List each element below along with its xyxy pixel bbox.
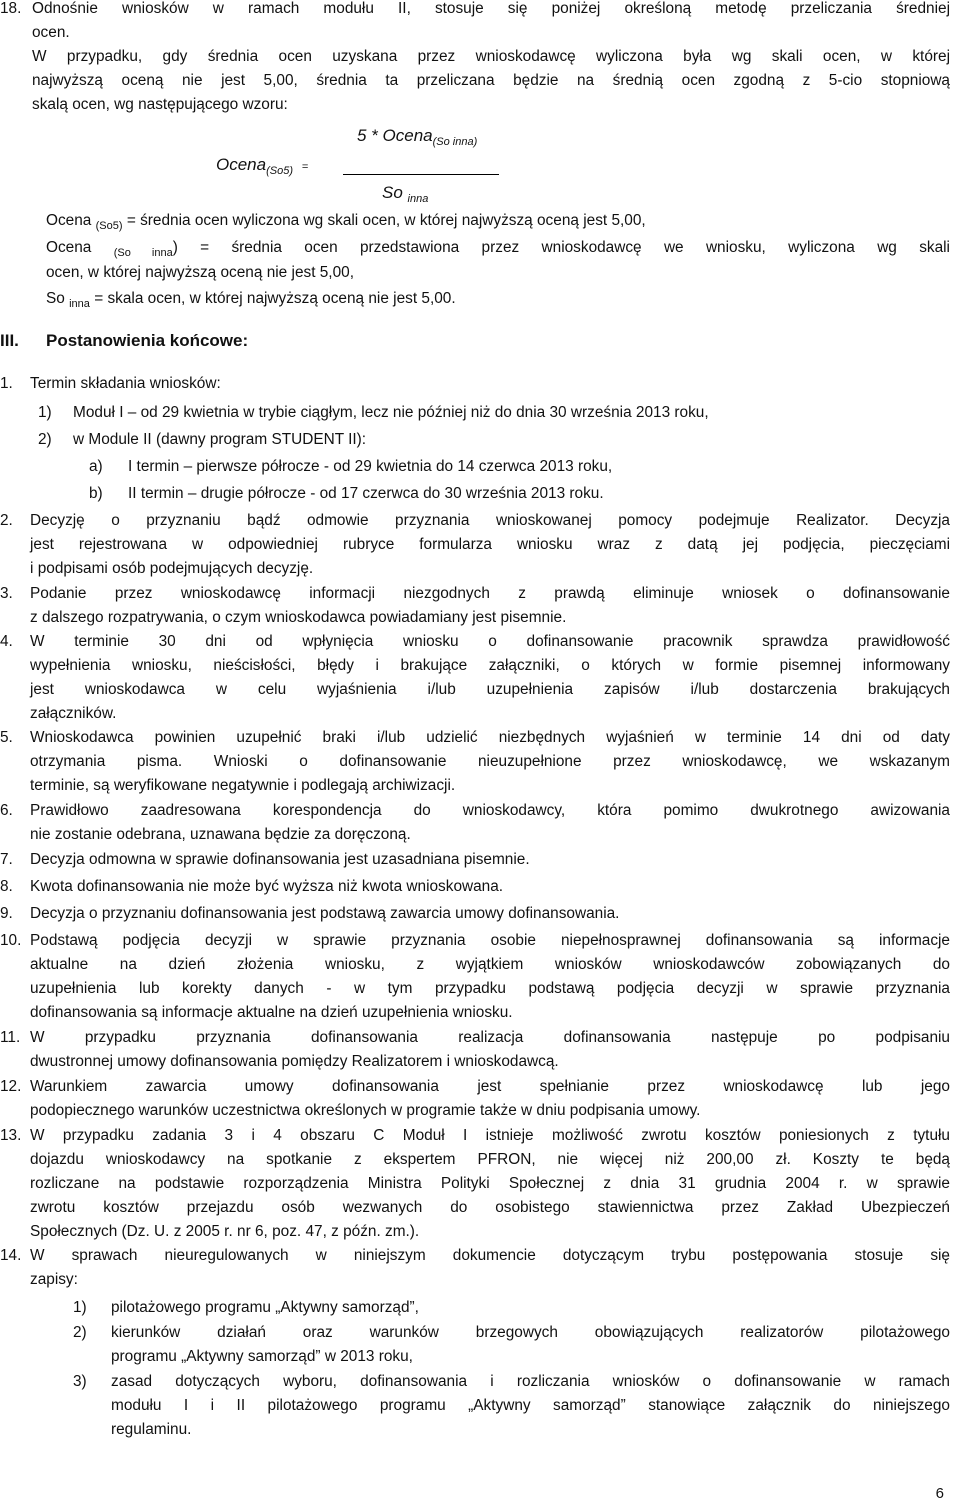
section-heading-title: Postanowienia końcowe: (46, 331, 249, 350)
formula-lhs-sub: (So5) (266, 165, 293, 177)
formula-denominator-sub: inna (407, 193, 429, 205)
section-heading-number: III. (0, 331, 19, 350)
paragraph-intro: Odnośnie wniosków w ramach modułu II, stosuje się poniżej określoną metodę przeliczania średniej ocen. W przypadku, gdy średnia ocen uzyskana przez wnioskodawcę wyliczona była wg skali ocen, w której najwyższą oceną nie jest 5,00, średnia ta przeliczana będzie na średnią ocen zgodną z 5-cio stopniową skalą ocen, wg następującego wzoru: (32, 0, 950, 113)
formula-lhs: Ocena (216, 155, 267, 174)
fraction-line (343, 174, 499, 175)
formula-numerator-sub: (So inna) (432, 136, 478, 148)
formula-numerator: 5 * Ocena (357, 126, 433, 145)
formula-denominator: So (382, 183, 403, 202)
page-number: 6 (935, 1485, 944, 1502)
section-number: 18. (0, 0, 22, 17)
formula-equals: = (301, 161, 309, 173)
formula-definitions: Ocena $_{(So5)}$ = średnia ocen wyliczona wg skali ocen, w której najwyższą oceną jest 5,00, Ocena $_{(So inna}$) = średnia ocen przedstawiona przez wnioskodawcę we wniosku, wyliczona wg skali ocen, w której najwyższą oceną nie jest 5,00, So $_{inna}$ = skala ocen, w której najwyższą oceną nie jest 5,00. (46, 212, 950, 310)
